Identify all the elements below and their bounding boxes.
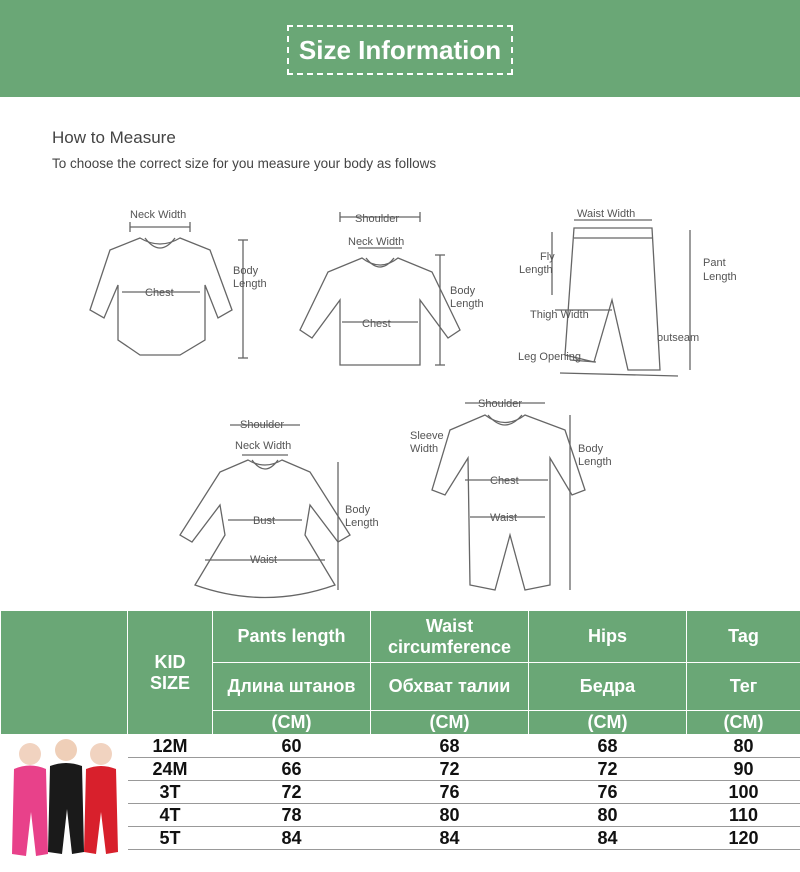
how-to-measure-heading: How to Measure	[52, 128, 176, 147]
dress-length-label: Length	[345, 517, 379, 529]
unit-label: (CM)	[687, 711, 800, 735]
header-ru-tag: Тег	[687, 663, 800, 711]
shirt-diagram	[300, 212, 460, 365]
romper-shoulder-label: Shoulder	[478, 398, 523, 410]
header-ru-pants: Длина штанов	[213, 663, 371, 711]
shirt-body-label: Body	[450, 285, 476, 297]
header-ru-waist: Обхват талии	[371, 663, 529, 711]
pants-leg-label: Leg Opening	[518, 351, 581, 363]
red-overall-kid	[84, 743, 118, 854]
header-waist: Waist circumference	[371, 611, 529, 663]
romper-chest-label: Chest	[490, 475, 519, 487]
romper-sleeve-label: Sleeve	[410, 430, 444, 442]
romper-length-label: Length	[578, 456, 612, 468]
banner-title: Size Information	[287, 25, 513, 75]
romper-waist-label: Waist	[490, 512, 518, 524]
romper-diagram	[432, 403, 585, 590]
table-row: 24M 66 72 72 90	[1, 758, 800, 781]
pants-pant-label: Pant	[703, 257, 726, 269]
dress-neck-label: Neck Width	[235, 440, 292, 452]
header-hips: Hips	[529, 611, 687, 663]
bodysuit-length-label: Length	[233, 278, 267, 290]
black-overall-kid	[48, 739, 84, 854]
header-ru-hips: Бедра	[529, 663, 687, 711]
pants-fly-label: Fly	[540, 251, 555, 263]
pants-thigh-label: Thigh Width	[530, 309, 589, 321]
measurement-diagrams	[0, 190, 800, 605]
unit-label: (CM)	[529, 711, 687, 735]
unit-label: (CM)	[213, 711, 371, 735]
pants-fly-length-label: Length	[519, 264, 553, 276]
kid-size-header: KID SIZE	[128, 611, 213, 735]
table-row: 3T 72 76 76 100	[1, 781, 800, 804]
table-row: 12M 60 68 68 80	[1, 735, 800, 758]
romper-width-label: Width	[410, 443, 439, 455]
bodysuit-chest-label: Chest	[145, 287, 174, 299]
product-photo	[0, 734, 127, 872]
bodysuit-neck-label: Neck Width	[130, 209, 187, 221]
shirt-shoulder-label: Shoulder	[355, 213, 400, 225]
dress-shoulder-label: Shoulder	[240, 419, 285, 431]
table-row: 5T 84 84 84 120	[1, 827, 800, 850]
table-row: 4T 78 80 80 110	[1, 804, 800, 827]
unit-label: (CM)	[371, 711, 529, 735]
pink-overall-kid	[12, 743, 48, 856]
pants-length-label: Length	[703, 271, 737, 283]
how-to-measure-subtitle: To choose the correct size for you measure your body as follows	[52, 156, 437, 171]
pants-outseam-label: outseam	[657, 332, 700, 344]
dress-body-label: Body	[345, 504, 371, 516]
shirt-length-label: Length	[450, 298, 484, 310]
shirt-chest-label: Chest	[362, 318, 391, 330]
dress-waist-label: Waist	[250, 554, 278, 566]
header-tag: Tag	[687, 611, 800, 663]
dress-bust-label: Bust	[253, 515, 276, 527]
pants-waist-label: Waist Width	[577, 208, 636, 220]
shirt-neck-label: Neck Width	[348, 236, 405, 248]
header-pants-length: Pants length	[213, 611, 371, 663]
romper-body-label: Body	[578, 443, 604, 455]
header-banner	[0, 0, 800, 97]
bodysuit-body-label: Body	[233, 265, 259, 277]
